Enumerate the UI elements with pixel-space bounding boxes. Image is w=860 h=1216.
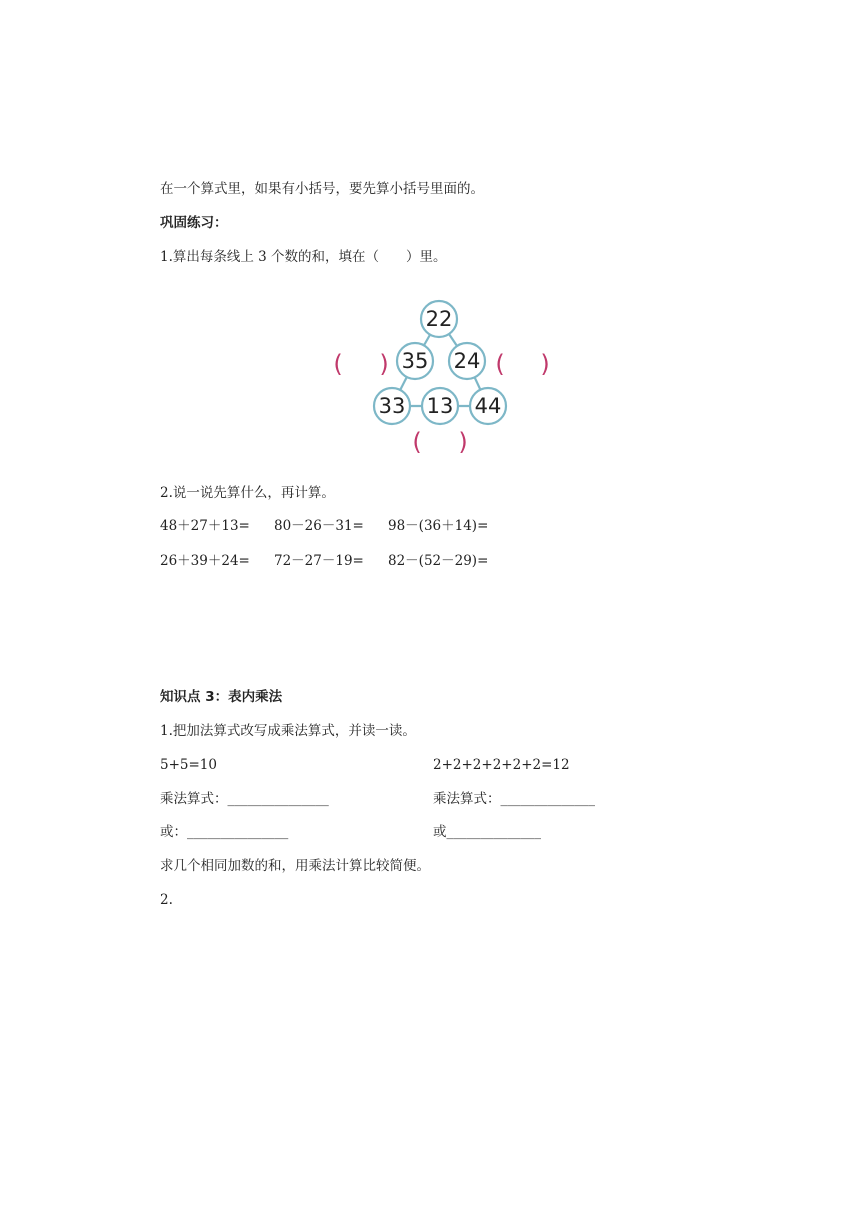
right-blank-open-paren: ( — [495, 350, 505, 378]
section-3-question-1: 1.把加法算式改写成乘法算式，并读一读。 — [160, 723, 416, 739]
addition-expression-right: 2+2+2+2+2+2=12 — [433, 757, 570, 773]
section-3-heading: 知识点 3：表内乘法 — [160, 689, 283, 705]
question-1: 1.算出每条线上 3 个数的和，填在（ ）里。 — [160, 249, 447, 265]
calc-row-1-item-1: 48＋27＋13= — [160, 518, 250, 534]
alternate-blank-left: 或：_______________ — [160, 824, 289, 840]
rule-text: 在一个算式里，如果有小括号，要先算小括号里面的。 — [160, 181, 484, 197]
triangle-svg — [320, 298, 560, 460]
multiplication-blank-right: 乘法算式：______________ — [433, 791, 595, 807]
bottom-blank-open-paren: ( — [412, 428, 422, 456]
node-bottom-center: 13 — [426, 394, 454, 418]
left-blank-close-paren: ) — [379, 350, 389, 378]
section-3-question-2: 2. — [160, 892, 173, 908]
calc-row-1-item-2: 80－26－31= — [274, 518, 364, 534]
left-blank-open-paren: ( — [333, 350, 343, 378]
node-mid-left: 35 — [401, 349, 429, 373]
alternate-blank-right: 或______________ — [433, 824, 541, 840]
number-triangle-diagram — [320, 298, 560, 460]
question-2: 2.说一说先算什么，再计算。 — [160, 485, 335, 501]
practice-heading: 巩固练习： — [160, 215, 228, 231]
node-mid-right: 24 — [453, 349, 481, 373]
summary-text: 求几个相同加数的和，用乘法计算比较简便。 — [160, 858, 430, 874]
calc-row-1-item-3: 98－(36＋14)= — [388, 518, 489, 534]
calc-row-2-item-3: 82－(52－29)= — [388, 553, 489, 569]
node-bottom-left: 33 — [378, 394, 406, 418]
node-bottom-right: 44 — [474, 394, 502, 418]
node-top: 22 — [425, 307, 453, 331]
addition-expression-left: 5+5=10 — [160, 757, 217, 773]
calc-row-2-item-2: 72－27－19= — [274, 553, 364, 569]
multiplication-blank-left: 乘法算式：_______________ — [160, 791, 329, 807]
bottom-blank-close-paren: ) — [458, 428, 468, 456]
right-blank-close-paren: ) — [540, 350, 550, 378]
calc-row-2-item-1: 26＋39＋24= — [160, 553, 250, 569]
